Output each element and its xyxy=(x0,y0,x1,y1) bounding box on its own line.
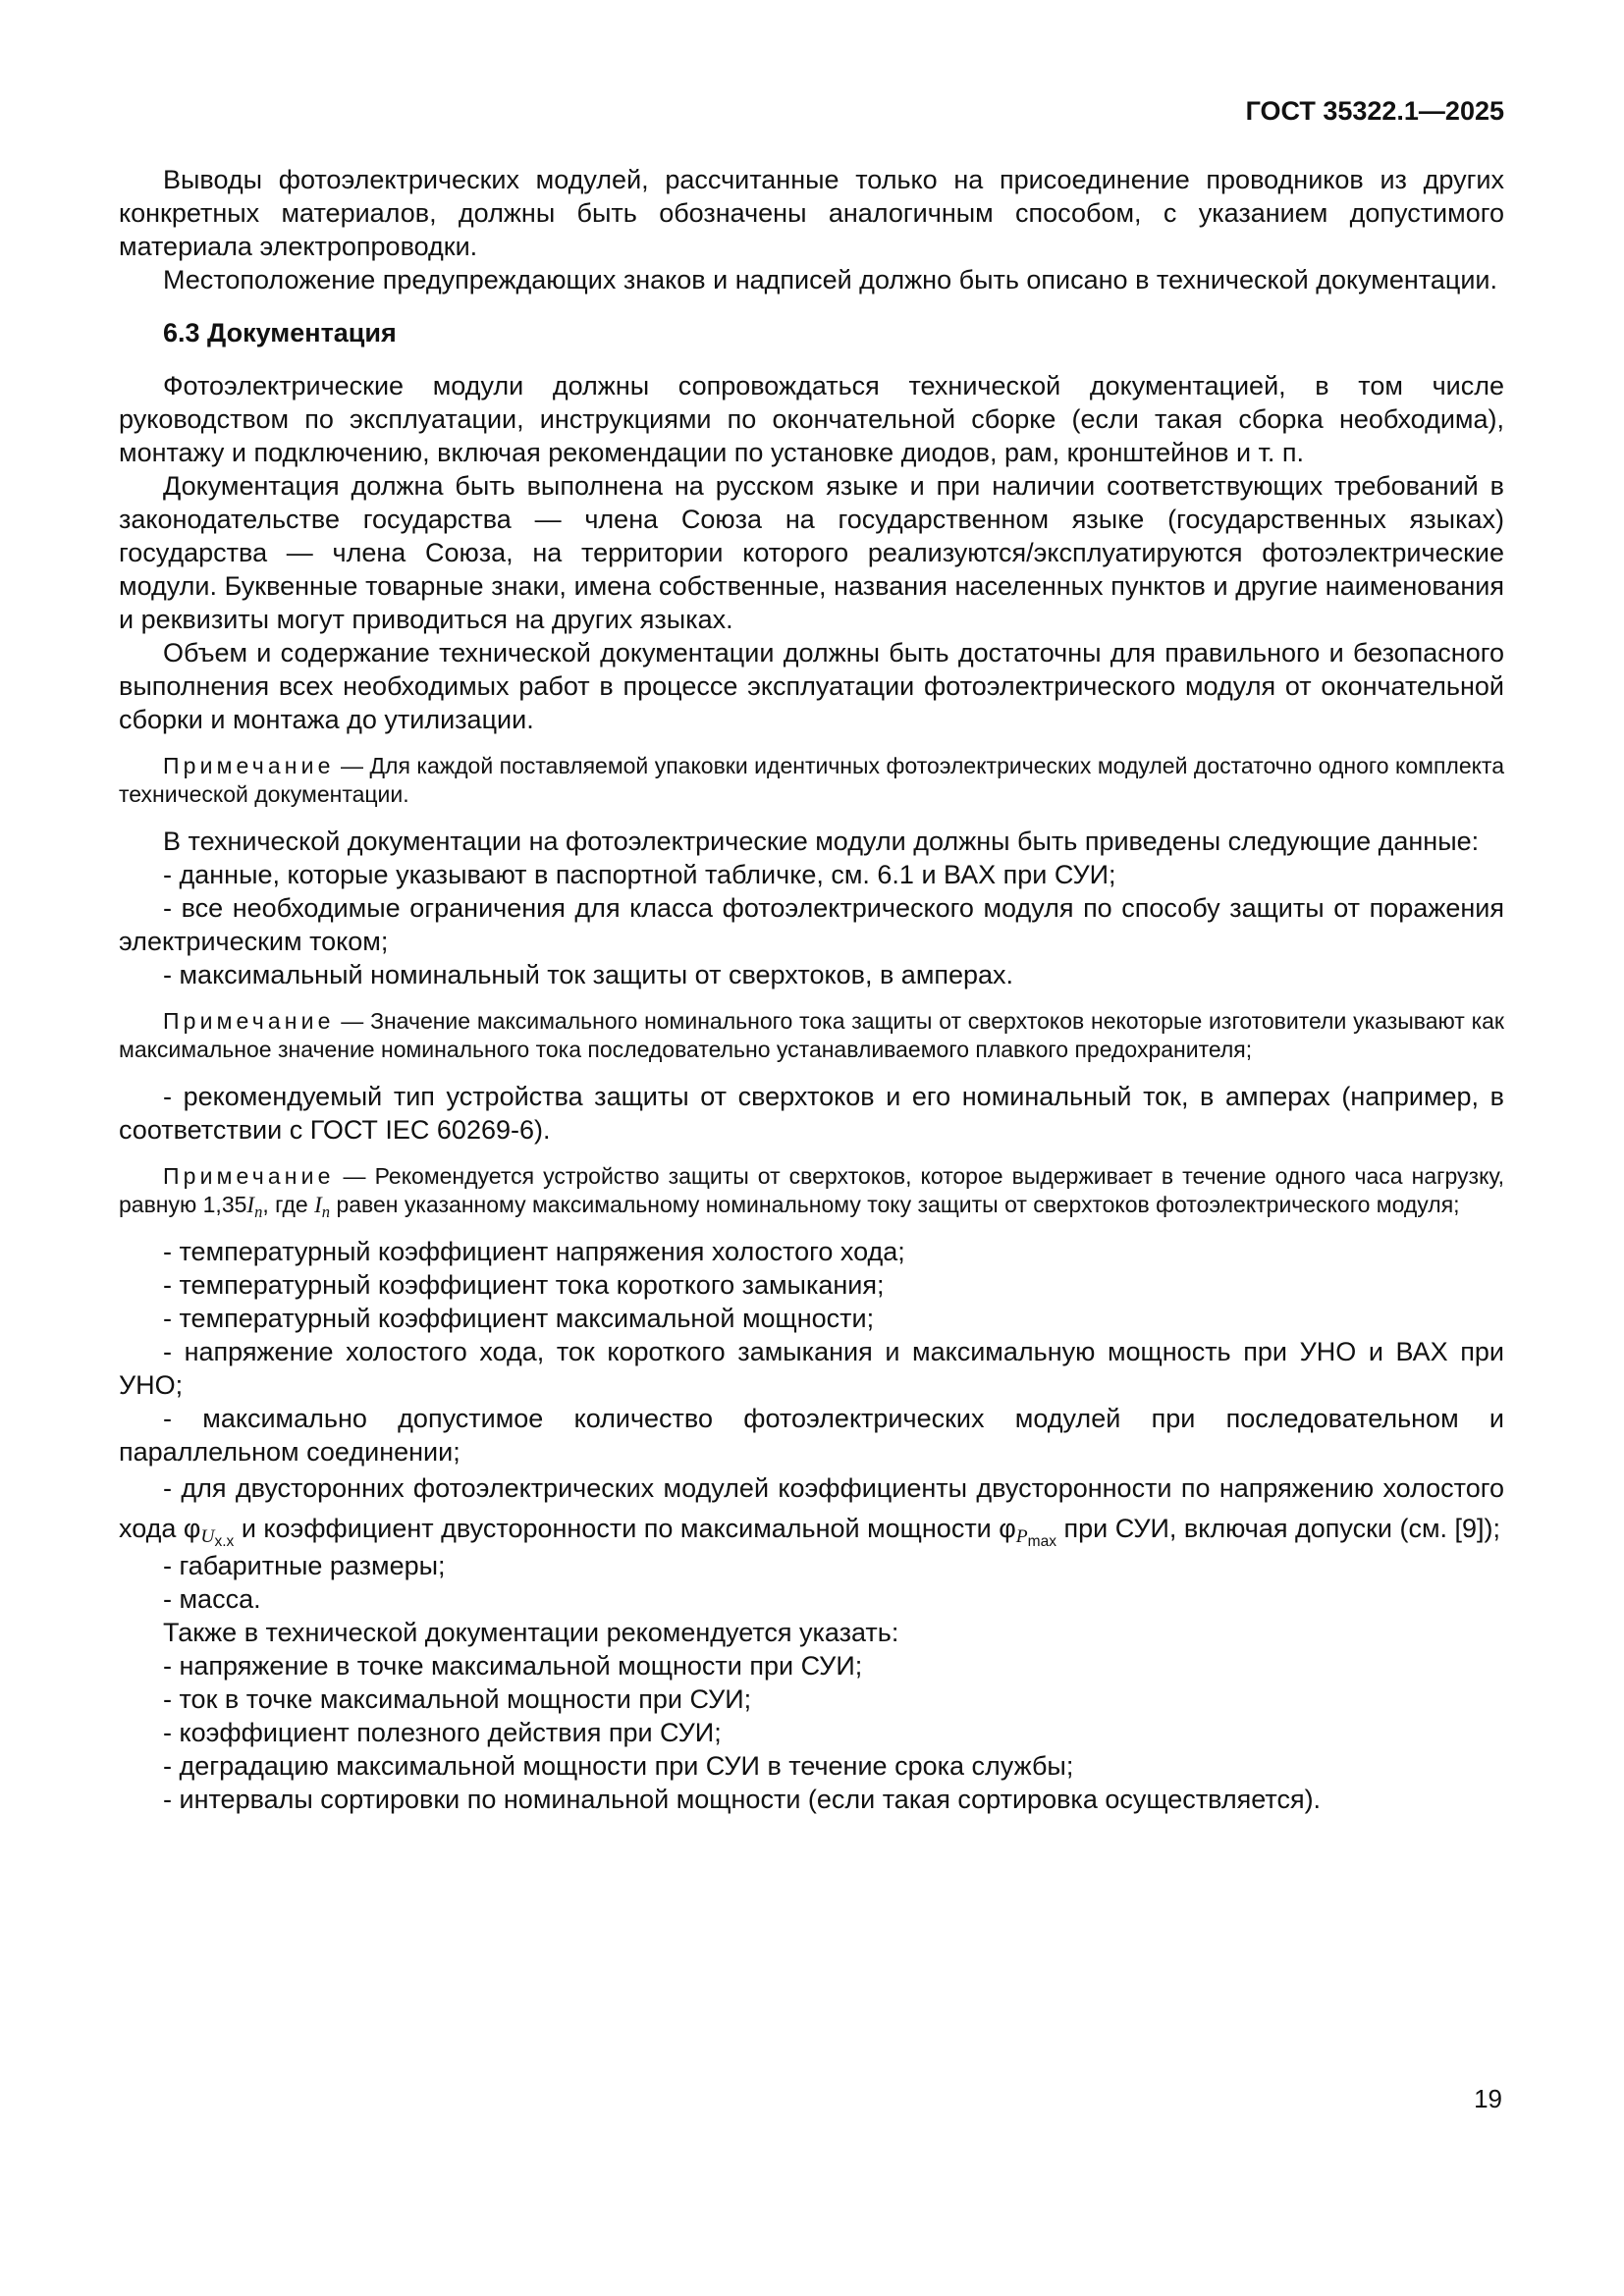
paragraph-docs-accompany: Фотоэлектрические модули должны сопровождаться технической документацией, в том числе руководством по эксплуатации, инструкциями по окончательной сборке (если такая сборка необходима), монтажу и подключению, включая рекомендации по установке диодов, рам, кронштейнов и т. п. xyxy=(119,371,1504,467)
subscript-n: n xyxy=(321,1201,331,1221)
note-text: — Значение максимального номинального тока защиты от сверхтоков некоторые изготовители указывают как максимальное значение номинального тока последовательно устанавливаемого плавкого предохранителя; xyxy=(119,1008,1504,1062)
list-item-mpp-current: - ток в точке максимальной мощности при СУИ; xyxy=(163,1684,752,1714)
list-item-degradation: - деградацию максимальной мощности при СУИ в течение срока службы; xyxy=(163,1751,1074,1781)
page-number: 19 xyxy=(1474,2084,1502,2113)
paragraph-warning-signs-location: Местоположение предупреждающих знаков и надписей должно быть описано в технической документации. xyxy=(163,265,1497,294)
note-label: Примечание xyxy=(163,753,335,778)
variable-voltage: U xyxy=(200,1526,215,1548)
note-text: — Для каждой поставляемой упаковки идентичных фотоэлектрических модулей достаточно одного комплекта технической документации. xyxy=(119,753,1504,807)
list-item-dimensions: - габаритные размеры; xyxy=(163,1551,446,1580)
list-item-temp-coeff-current: - температурный коэффициент тока короткого замыкания; xyxy=(163,1270,885,1300)
list-item-text: и коэффициент двусторонности по максимальной мощности φ xyxy=(234,1514,1016,1543)
list-item-text: - для двусторонних фотоэлектрических модулей коэффициенты двусторонности по напряжению холостого хода φ xyxy=(119,1473,1504,1543)
note-text: , где xyxy=(262,1192,315,1217)
list-item-uno-values: - напряжение холостого хода, ток короткого замыкания и максимальную мощность при УНО и ВАХ при УНО; xyxy=(119,1337,1504,1400)
note-label: Примечание xyxy=(163,1163,335,1189)
note-protection-device-load xyxy=(119,1162,1504,1219)
list-item-mpp-voltage: - напряжение в точке максимальной мощности при СУИ; xyxy=(163,1651,863,1681)
list-item-efficiency: - коэффициент полезного действия при СУИ; xyxy=(163,1718,722,1747)
paragraph-recommended-intro: Также в технической документации рекомендуется указать: xyxy=(163,1618,899,1647)
list-item-temp-coeff-voltage: - температурный коэффициент напряжения холостого хода; xyxy=(163,1237,905,1266)
doc-code: ГОСТ 35322.1—2025 xyxy=(1245,96,1504,126)
heading-6-3-documentation: 6.3 Документация xyxy=(163,318,397,347)
variable-current: I xyxy=(314,1193,322,1217)
paragraph-terminals-materials: Выводы фотоэлектрических модулей, рассчитанные только на присоединение проводников из других конкретных материалов, должны быть обозначены аналогичным способом, с указанием допустимого материала электропроводки. xyxy=(119,165,1504,261)
variable-power: P xyxy=(1015,1526,1028,1548)
document-content xyxy=(119,94,1504,1816)
subscript-n: n xyxy=(254,1201,263,1221)
list-item-recommended-protection-device: - рекомендуемый тип устройства защиты от сверхтоков и его номинальный ток, в амперах (например, в соответствии с ГОСТ IEC 60269-6). xyxy=(119,1082,1504,1145)
list-item-mass: - масса. xyxy=(163,1584,261,1614)
list-item-text: при СУИ, включая допуски (см. [9]); xyxy=(1056,1514,1501,1543)
list-item-protection-class-limits: - все необходимые ограничения для класса фотоэлектрического модуля по способу защиты от поражения электрическим током; xyxy=(119,893,1504,956)
subscript-voltage xyxy=(200,1525,235,1550)
list-item-temp-coeff-power: - температурный коэффициент максимальной мощности; xyxy=(163,1304,875,1333)
subscript-power xyxy=(1015,1525,1057,1550)
note-single-doc-set xyxy=(119,752,1504,809)
list-item-nameplate-data: - данные, которые указывают в паспортной табличке, см. 6.1 и ВАХ при СУИ; xyxy=(163,860,1116,889)
note-text: — Рекомендуется устройство защиты от сверхтоков, которое выдерживает в течение одного часа нагрузку, равную 1,35 xyxy=(119,1163,1504,1217)
list-item-bifacial-coefficients xyxy=(119,1468,1504,1549)
paragraph-docs-scope: Объем и содержание технической документации должны быть достаточны для правильного и безопасного выполнения всех необходимых работ в процессе эксплуатации фотоэлектрического модуля от окончательной сборки и монтажа до утилизации. xyxy=(119,638,1504,734)
paragraph-language-requirements: Документация должна быть выполнена на русском языке и при наличии соответствующих требований в законодательстве государства — члена Союза на государственном языке (государственных языках) государства — члена Союза, на территории которого реализуются/эксплуатируются фотоэлектрические модули. Буквенные товарные знаки, имена собственные, названия населенных пунктов и другие наименования и реквизиты могут приводиться на других языках. xyxy=(119,471,1504,634)
list-item-max-modules-count: - максимально допустимое количество фотоэлектрических модулей при последовательном и параллельном соединении; xyxy=(119,1404,1504,1467)
subscript-max: max xyxy=(1027,1532,1057,1550)
list-item-max-overcurrent: - максимальный номинальный ток защиты от сверхтоков, в амперах. xyxy=(163,960,1014,989)
paragraph-data-list-intro: В технической документации на фотоэлектрические модули должны быть приведены следующие данные: xyxy=(163,827,1480,856)
note-label: Примечание xyxy=(163,1008,335,1034)
subscript-xx: х.х xyxy=(214,1532,235,1550)
variable-current: I xyxy=(246,1193,255,1217)
list-item-power-sorting: - интервалы сортировки по номинальной мощности (если такая сортировка осуществляется). xyxy=(163,1785,1322,1814)
note-text: равен указанному максимальному номинальному току защиты от сверхтоков фотоэлектрического модуля; xyxy=(330,1192,1460,1217)
note-overcurrent-fuse xyxy=(119,1007,1504,1064)
